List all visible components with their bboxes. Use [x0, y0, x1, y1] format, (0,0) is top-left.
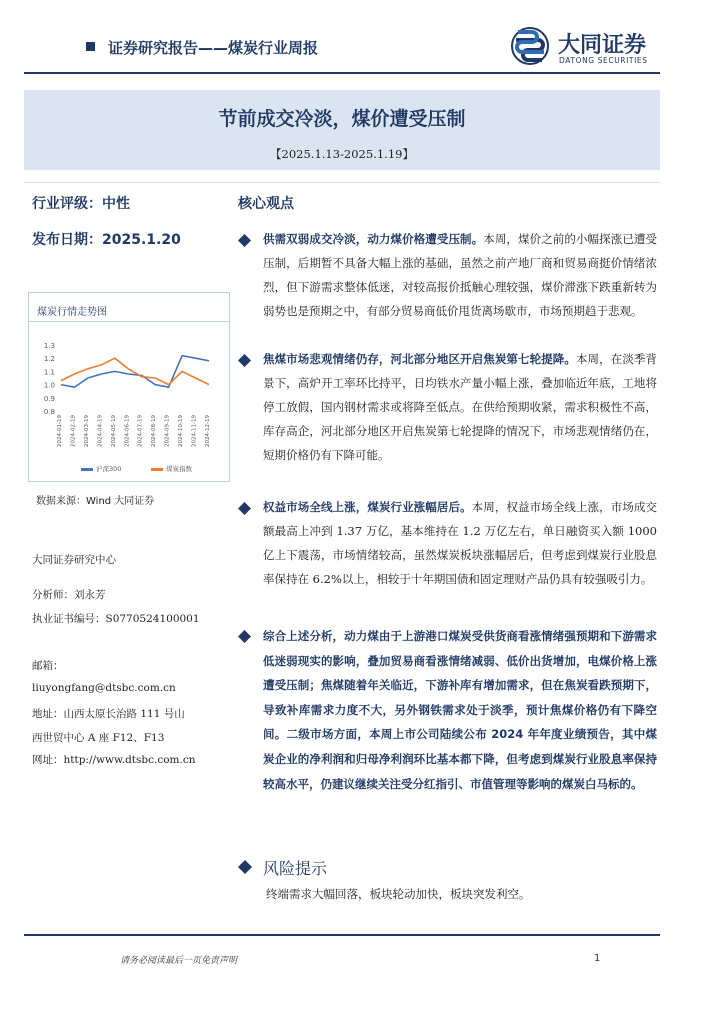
date-range: 【2025.1.13-2025.1.19】 — [270, 147, 414, 161]
email-label: 邮箱： — [32, 660, 64, 672]
core-paragraph-2 — [263, 348, 657, 468]
email-address[interactable]: liuyongfang@dtsbc.com.cn — [32, 682, 176, 694]
market-trend-chart — [28, 292, 230, 482]
x-tick-label: 2024-03-19 — [83, 415, 90, 447]
x-tick-label: 2024-08-19 — [151, 415, 158, 447]
report-title: 节前成交冷淡，煤价遭受压制 — [218, 108, 466, 130]
y-tick-label: 0.8 — [43, 408, 55, 416]
header-divider — [24, 72, 660, 74]
logo-text-en: DATONG SECURITIES — [559, 56, 648, 65]
x-tick-label: 2024-10-19 — [178, 415, 185, 447]
legend-label: 沪深300 — [96, 465, 122, 473]
industry-rating: 行业评级：中性 — [32, 196, 130, 212]
legend-label: 煤炭指数 — [166, 465, 192, 473]
diamond-bullet-icon — [238, 860, 252, 874]
x-tick-label: 2024-09-19 — [164, 415, 171, 447]
x-tick-label: 2024-12-19 — [205, 415, 211, 447]
legend-swatch — [151, 468, 163, 471]
footer-divider — [24, 934, 660, 936]
x-tick-label: 2024-06-19 — [124, 415, 131, 447]
legend-swatch — [81, 468, 93, 471]
chart-title-divider — [29, 321, 229, 322]
diamond-bullet-icon — [238, 354, 251, 367]
section-divider — [24, 182, 660, 183]
y-tick-label: 1.2 — [43, 355, 55, 364]
x-tick-label: 2024-02-19 — [70, 415, 77, 447]
x-tick-label: 2024-05-19 — [110, 415, 117, 447]
y-tick-label: 0.9 — [43, 394, 55, 403]
paragraph-3-heading: 权益市场全线上涨，煤炭行业涨幅居后。 — [263, 500, 472, 514]
chart-title: 煤炭行情走势图 — [37, 307, 107, 318]
y-tick-label: 1.1 — [43, 368, 55, 377]
address-line-1: 地址：山西太原长治路 111 号山 — [32, 708, 185, 720]
core-paragraph-3 — [263, 496, 657, 592]
y-tick-label: 1.3 — [43, 342, 55, 350]
paragraph-2-body: 本周，在淡季背景下，高炉开工率环比持平，日均铁水产量小幅上涨，叠加临近年底，工地将停工放假，国内钢材需求或将降至低点。在供给预期收紧，需求积极性不高，库存高企，河北部分地区开启焦炭第七轮提降的情况下，市场悲观情绪仍在，短期价格仍有下降可能。 — [263, 352, 657, 462]
y-tick-label: 1.0 — [43, 381, 55, 390]
disclaimer-note: 请务必阅读最后一页免责声明 — [120, 956, 238, 966]
chart-svg — [29, 323, 229, 481]
core-paragraph-4: 综合上述分析，动力煤由于上游港口煤炭受供货商看涨情绪强预期和下游需求低迷弱现实的影响，叠加贸易商看涨情绪减弱、低价出货增加，电煤价格上涨遭受压制；焦煤随着年关临近，下游补库有增加需求，但在焦炭看跌预期下，导致补库需求力度不大，另外钢铁需求处于淡季，预计焦煤价格仍有下降空间。二级市场方面，本周上市公司陆续公布 2024 年年度业绩预告，其中煤炭企业的净利润和归母净利润环比基本都下降，但考虑到煤炭行业股息率保持较高水平，仍建议继续关注受分红指引、市值管理等影响的煤炭白马标的。 — [263, 629, 657, 791]
cert-number: 执业证书编号：S0770524100001 — [32, 613, 200, 625]
company-logo — [510, 26, 670, 70]
report-type-title: 证券研究报告——煤炭行业周报 — [108, 39, 319, 57]
website-link[interactable]: 网址：http://www.dtsbc.com.cn — [32, 754, 196, 766]
title-banner — [24, 90, 660, 170]
paragraph-1-heading: 供需双弱成交冷淡，动力煤价格遭受压制。 — [263, 232, 484, 246]
x-tick-label: 2024-07-19 — [137, 415, 144, 447]
diamond-bullet-icon — [238, 630, 251, 643]
logo-text-cn: 大同证券 — [558, 33, 647, 58]
core-views-title: 核心观点 — [238, 196, 294, 212]
page-number: 1 — [594, 953, 601, 964]
paragraph-2-heading: 焦煤市场悲观情绪仍存，河北部分地区开启焦炭第七轮提降。 — [263, 352, 576, 366]
paragraph-1-body: 本周，煤价之前的小幅探涨已遭受压制，后期暂不具备大幅上涨的基础，虽然之前产地厂商和贸易商挺价情绪浓烈，但下游需求整体低迷，对较高报价抵触心理较强，煤价滞涨下跌重新转为弱势也是预期之中，有部分贸易商低价甩货离场歇市，市场预期趋于悲观。 — [263, 232, 658, 318]
core-paragraph-1 — [263, 228, 657, 324]
diamond-bullet-icon — [238, 234, 251, 247]
diamond-bullet-icon — [238, 502, 251, 515]
publish-date: 发布日期：2025.1.20 — [32, 232, 181, 248]
analyst-name: 分析师：刘永芳 — [32, 589, 106, 601]
research-center: 大同证券研究中心 — [32, 554, 116, 566]
data-source: 数据来源：Wind 大同证券 — [36, 496, 155, 507]
risk-title: 风险提示 — [263, 859, 328, 878]
x-tick-label: 2024-11-19 — [191, 415, 198, 447]
address-line-2: 西世贸中心 A 座 F12、F13 — [32, 732, 165, 744]
datong-logo-icon — [510, 26, 552, 66]
risk-text: 终端需求大幅回落，板块轮动加快，板块突发利空。 — [266, 887, 531, 901]
x-tick-label: 2024-04-19 — [97, 415, 104, 447]
x-tick-label: 2024-01-19 — [57, 415, 63, 447]
header-square-icon — [86, 42, 95, 51]
paragraph-3-body: 本周，权益市场全线上涨，市场成交额最高上冲到 1.37 万亿，基本维持在 1.2 万亿左右，单日融资买入额 1000 亿上下震荡，市场情绪较高，虽然煤炭板块涨幅居后，但考虑到煤炭行业股息率保持在 6.2%以上，相较于十年期国债和固定理财产品仍具有较强吸引力。 — [263, 500, 658, 586]
